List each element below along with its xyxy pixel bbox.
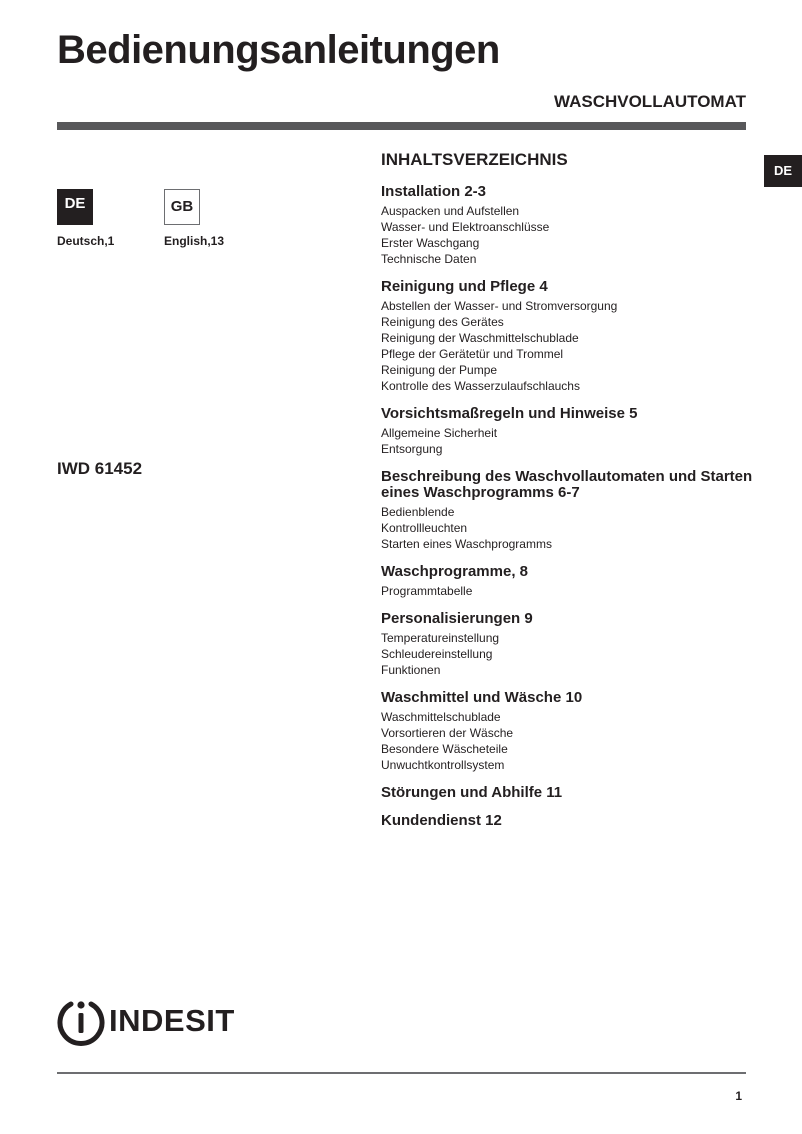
toc-section-list [381, 184, 761, 829]
toc-item[interactable]: Starten eines Waschprogramms [381, 537, 552, 551]
toc-item[interactable]: Waschmittelschublade [381, 710, 501, 724]
toc-item[interactable]: Vorsortieren der Wäsche [381, 726, 514, 740]
toc-section [381, 611, 761, 678]
brand-name: INDESIT [109, 1003, 235, 1038]
toc-item[interactable]: Unwuchtkontrollsystem [381, 758, 505, 772]
toc-item[interactable]: Kontrolle des Wasserzulaufschlauchs [381, 379, 580, 393]
indesit-power-logo-icon [57, 996, 105, 1046]
toc-item[interactable]: Besondere Wäscheteile [381, 742, 508, 756]
toc-item[interactable]: Schleudereinstellung [381, 647, 493, 661]
toc-item[interactable]: Auspacken und Aufstellen [381, 204, 520, 218]
toc-item[interactable]: Funktionen [381, 663, 441, 677]
toc-section [381, 690, 761, 773]
toc-section [381, 279, 761, 394]
toc-item[interactable]: Wasser- und Elektroanschlüsse [381, 220, 550, 234]
toc-section-title[interactable]: Störungen und Abhilfe 11 [381, 784, 563, 801]
toc-section [381, 813, 761, 829]
footer-divider [57, 1072, 746, 1074]
toc-item[interactable]: Bedienblende [381, 505, 455, 519]
language-gb-label: English,13 [164, 234, 225, 248]
toc-section-title[interactable]: Installation 2-3 [381, 183, 487, 200]
toc-section [381, 406, 761, 457]
toc-item[interactable]: Erster Waschgang [381, 236, 480, 250]
toc-section [381, 785, 761, 801]
language-de-label: Deutsch,1 [57, 234, 115, 248]
model-number: IWD 61452 [57, 459, 143, 478]
toc-section [381, 469, 761, 552]
toc-item[interactable]: Technische Daten [381, 252, 477, 266]
language-de[interactable] [57, 189, 167, 248]
toc-item[interactable]: Programmtabelle [381, 584, 473, 598]
toc-heading: INHALTSVERZEICHNIS [381, 150, 568, 169]
toc-section-title[interactable]: Reinigung und Pflege 4 [381, 278, 548, 295]
toc-section [381, 184, 761, 267]
brand-logo [57, 996, 235, 1046]
toc-item[interactable]: Reinigung der Pumpe [381, 363, 498, 377]
page-title: Bedienungsanleitungen [57, 28, 500, 72]
toc-item[interactable]: Temperatureinstellung [381, 631, 500, 645]
toc-section-title[interactable]: Kundendienst 12 [381, 812, 502, 829]
language-side-tab[interactable]: DE [764, 155, 802, 187]
toc-item[interactable]: Entsorgung [381, 442, 443, 456]
toc-item[interactable]: Allgemeine Sicherheit [381, 426, 498, 440]
language-de-code-box: DE [57, 189, 93, 225]
toc-item[interactable]: Reinigung des Gerätes [381, 315, 504, 329]
table-of-contents [381, 150, 761, 841]
toc-section-title[interactable]: Waschprogramme, 8 [381, 563, 528, 580]
toc-section-title[interactable]: Vorsichtsmaßregeln und Hinweise 5 [381, 405, 638, 422]
language-gb-code-box: GB [164, 189, 200, 225]
language-gb[interactable] [164, 189, 274, 248]
product-type-subtitle: WASCHVOLLAUTOMAT [553, 92, 746, 111]
toc-item[interactable]: Abstellen der Wasser- und Stromversorgung [381, 299, 618, 313]
toc-section-title[interactable]: Personalisierungen 9 [381, 610, 533, 627]
toc-section-title[interactable]: Beschreibung des Waschvollautomaten und Starten eines Waschprogramms 6-7 [381, 468, 753, 501]
page-number: 1 [735, 1089, 742, 1103]
toc-item[interactable]: Reinigung der Waschmittelschublade [381, 331, 579, 345]
header-divider-bar [57, 122, 746, 130]
toc-item[interactable]: Kontrollleuchten [381, 521, 468, 535]
toc-item[interactable]: Pflege der Gerätetür und Trommel [381, 347, 564, 361]
toc-section-title[interactable]: Waschmittel und Wäsche 10 [381, 689, 583, 706]
toc-section [381, 564, 761, 599]
